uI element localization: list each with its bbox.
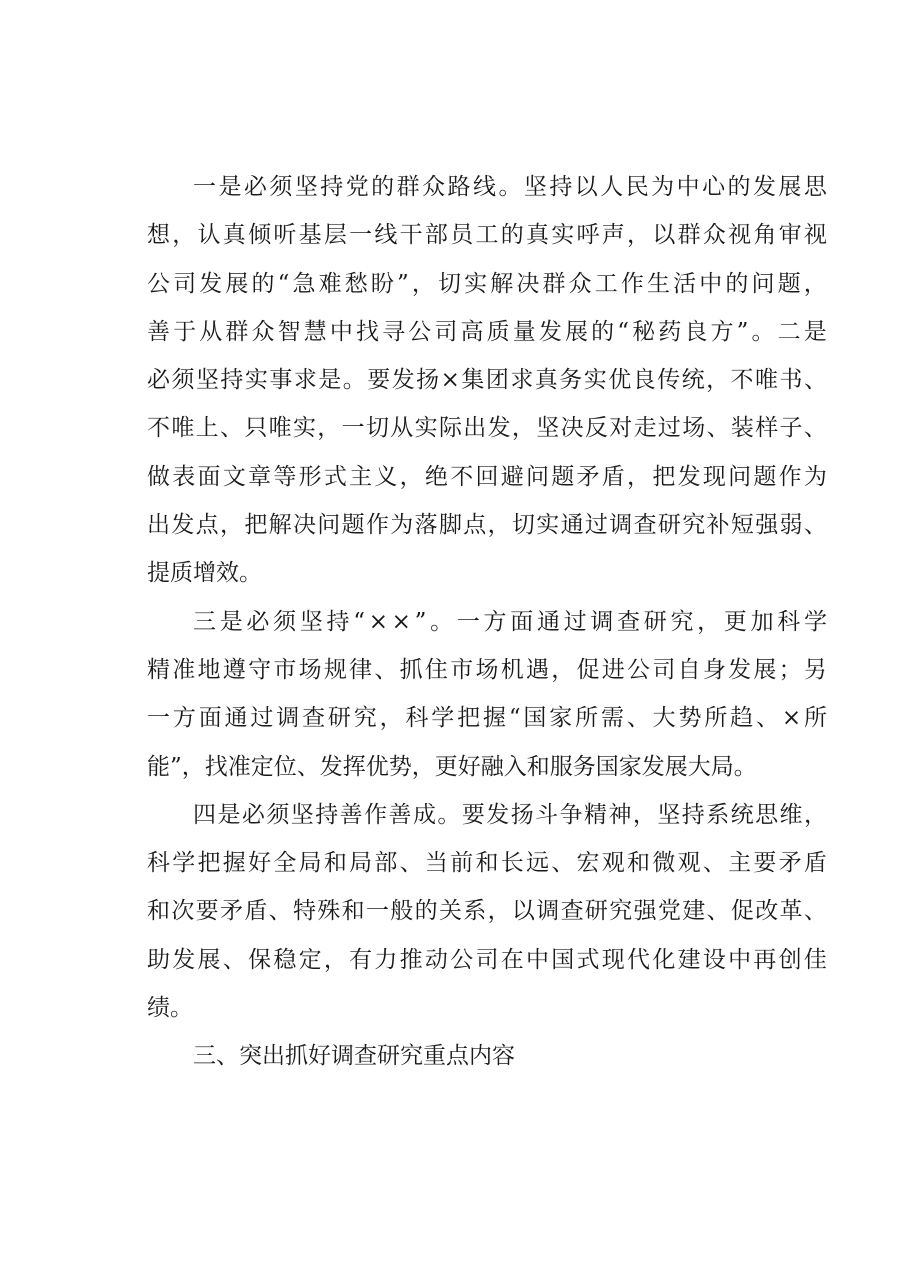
paragraph-line: 公 司 发 展 的 “ 急 难 愁 盼 ” ， 切 实 解 决 群 众 工 作 生 活 中 的 问 题 ，	[147, 270, 827, 297]
paragraph-line: 科 学 把 握 好 全 局 和 局 部 、 当 前 和 长 远 、 宏 观 和 微 观 、 主 要 矛 盾	[147, 850, 827, 877]
paragraph-line: 绩。	[147, 995, 193, 1022]
paragraph-line: 和 次 要 矛 盾 、 特 殊 和 一 般 的 关 系 ， 以 调 查 研 究 强 党 建 、 促 改 革 、	[147, 898, 827, 925]
document-body	[147, 163, 827, 1081]
paragraph-first-line: 一 是 必 须 坚 持 党 的 群 众 路 线 。 坚 持 以 人 民 为 中 心 的 发 展 思	[193, 174, 827, 200]
paragraph-line: 精 准 地 遵 守 市 场 规 律 、 抓 住 市 场 机 遇 ， 促 进 公 司 自 身 发 展 ； 另	[147, 656, 827, 683]
paragraph-line: 不 唯 上 、 只 唯 实 ， 一 切 从 实 际 出 发 ， 坚 决 反 对 走 过 场 、 装 样 子 、	[147, 415, 827, 442]
paragraph-first-line: 三 是 必 须 坚 持 “ × × ” 。 一 方 面 通 过 调 查 研 究 ， 更 加 科 学	[193, 608, 827, 635]
paragraph-line: 想 ， 认 真 倾 听 基 层 一 线 干 部 员 工 的 真 实 呼 声 ， 以 群 众 视 角 审 视	[147, 222, 827, 249]
paragraph-line: 必 须 坚 持 实 事 求 是 。 要 发 扬 × 集 团 求 真 务 实 优 良 传 统 ， 不 唯 书 、	[147, 367, 827, 394]
paragraph-line: 一 方 面 通 过 调 查 研 究 ， 科 学 把 握 “ 国 家 所 需 、 大 势 所 趋 、 × 所	[147, 705, 827, 732]
paragraph-line: 提质增效。	[147, 560, 262, 587]
paragraph-first-line: 三、突出抓好调查研究重点内容	[193, 1043, 515, 1070]
paragraph-line: 出 发 点 ， 把 解 决 问 题 作 为 落 脚 点 ， 切 实 通 过 调 查 研 究 补 短 强 弱 、	[147, 512, 827, 539]
paragraph-line: 做 表 面 文 章 等 形 式 主 义 ， 绝 不 回 避 问 题 矛 盾 ， 把 发 现 问 题 作 为	[147, 463, 827, 490]
paragraph-line: 助 发 展 、 保 稳 定 ， 有 力 推 动 公 司 在 中 国 式 现 代 化 建 设 中 再 创 佳	[147, 946, 827, 973]
paragraph-first-line: 四 是 必 须 坚 持 善 作 善 成 。 要 发 扬 斗 争 精 神 ， 坚 持 系 统 思 维 ，	[193, 801, 827, 828]
paragraph-line: 能”，找准定位、发挥优势，更好融入和服务国家发展大局。	[147, 753, 757, 780]
paragraph-line: 善 于 从 群 众 智 慧 中 找 寻 公 司 高 质 量 发 展 的 “ 秘 药 良 方 ” 。 二 是	[147, 318, 827, 345]
